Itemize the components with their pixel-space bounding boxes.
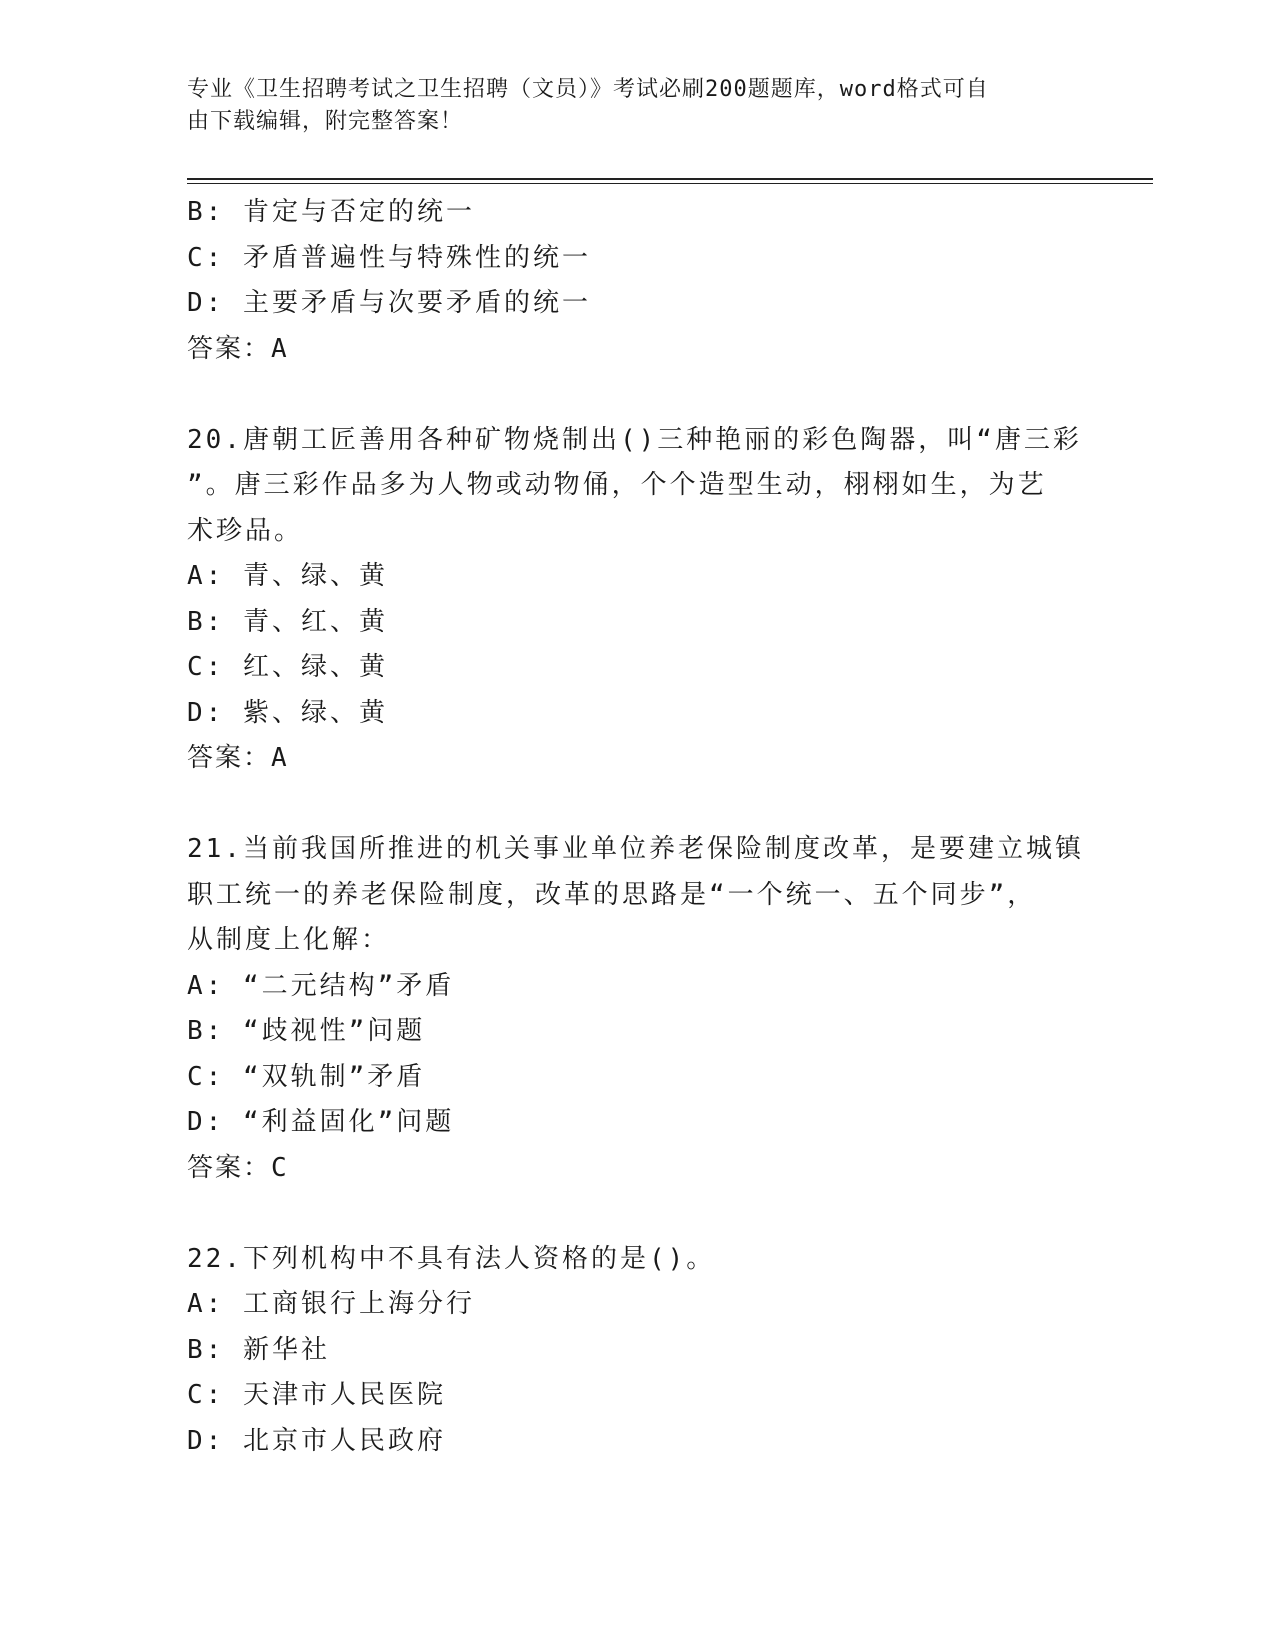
option-a: A: 工商银行上海分行 — [187, 1289, 475, 1319]
question-20 — [187, 418, 1087, 782]
answer: 答案：A — [187, 743, 289, 773]
option-b: B: 肯定与否定的统一 — [187, 197, 475, 227]
spacer — [187, 782, 1087, 828]
question-stem: 22.下列机构中不具有法人资格的是()。 — [187, 1243, 716, 1274]
question-stem: 21.当前我国所推进的机关事业单位养老保险制度改革，是要建立城镇 职工统一的养老保险制度，改革的思路是“一个统一、五个同步”， 从制度上化解： — [187, 834, 1084, 955]
option-c: C: 天津市人民医院 — [187, 1380, 446, 1410]
option-d: D: 主要矛盾与次要矛盾的统一 — [187, 288, 591, 318]
question-22 — [187, 1237, 1087, 1465]
question-stem: 20.唐朝工匠善用各种矿物烧制出()三种艳丽的彩色陶器，叫“唐三彩 ”。唐三彩作品多为人物或动物俑，个个造型生动，栩栩如生，为艺 术珍品。 — [187, 424, 1082, 546]
header-divider-thick — [187, 178, 1153, 180]
header-divider-thin — [187, 183, 1153, 184]
answer: 答案：C — [187, 1152, 289, 1183]
option-c: C: 矛盾普遍性与特殊性的统一 — [187, 242, 591, 273]
option-b: B: 新华社 — [187, 1334, 330, 1365]
spacer — [187, 372, 1087, 418]
page-header: 专业《卫生招聘考试之卫生招聘（文员）》考试必刷200题题库，word格式可自 由下载编辑，附完整答案！ — [187, 77, 989, 134]
question-21 — [187, 827, 1087, 1191]
option-b: B: 青、红、黄 — [187, 606, 388, 637]
option-b: B: “歧视性”问题 — [187, 1016, 426, 1046]
option-c: C: 红、绿、黄 — [187, 652, 388, 682]
question-list — [187, 190, 1087, 1464]
option-a: A: “二元结构”矛盾 — [187, 970, 455, 1001]
answer: 答案：A — [187, 333, 289, 364]
option-a: A: 青、绿、黄 — [187, 561, 388, 591]
option-d: D: 紫、绿、黄 — [187, 697, 388, 728]
question-19-tail — [187, 190, 1087, 372]
option-d: D: 北京市人民政府 — [187, 1425, 446, 1456]
option-c: C: “双轨制”矛盾 — [187, 1061, 426, 1092]
spacer — [187, 1191, 1087, 1237]
option-d: D: “利益固化”问题 — [187, 1107, 455, 1137]
